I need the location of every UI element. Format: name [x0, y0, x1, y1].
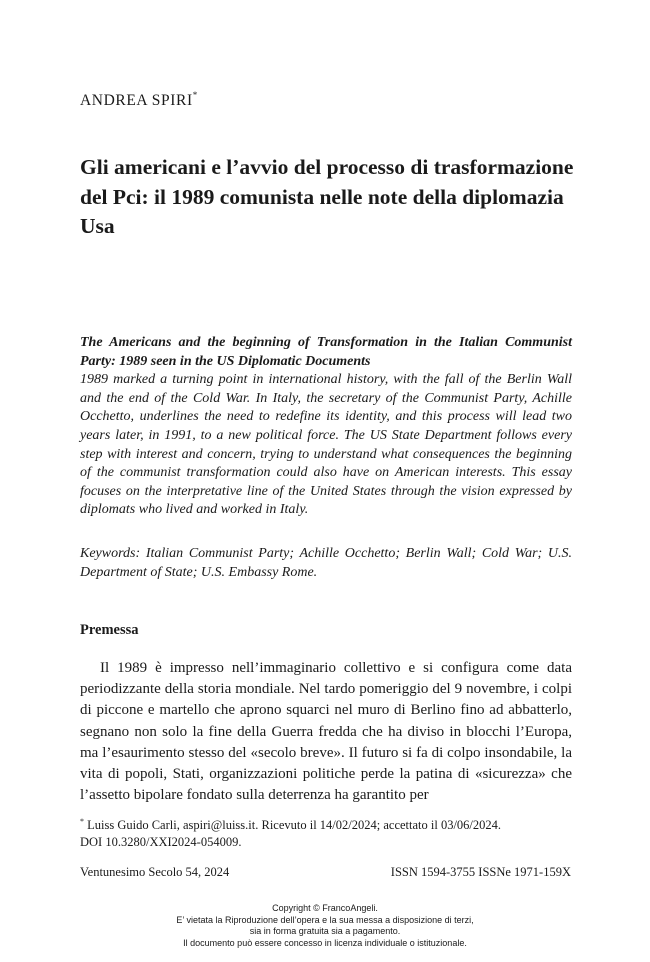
abstract-text: 1989 marked a turning point in international history, with the fall of the Berlin Wall and the end of the Cold War. In Italy, the secretary of the Communist Party, Achille Occhetto, underlines the need to redefine its identity, and this process will lead two years later, in 1991, to a new political force. The US State Department follows every step with interest and concern, trying to understand what consequences the beginning of the communist transformation could also have on American interests. This essay focuses on the interpretative line of the United States through the vision expressed by diplomats who lived and worked in Italy. — [80, 372, 572, 518]
copyright-notice — [0, 903, 650, 949]
article-title: Gli americani e l’avvio del processo di trasformazione del Pci: il 1989 comunista nelle note della diplomazia Usa — [80, 155, 574, 238]
body-paragraph: Il 1989 è impresso nell’immaginario collettivo e si configura come data periodizzante della storia mondiale. Nel tardo pomeriggio del 9 novembre, i colpi di piccone e martello che aprono squarci nel muro di Berlino fino ad abbatterlo, segnano non solo la fine della Guerra fredda che ha diviso in blocchi l’Europa, ma l’esaurimento stesso del «secolo breve». Il futuro si fa di colpo insondabile, la vita di popoli, Stati, organizzazioni politiche perde la patina di «sicurezza» che l’assetto bipolare fondato sulla deterrenza ha garantito per — [80, 660, 572, 804]
section-heading: Premessa — [80, 622, 139, 638]
author-footnote-marker: * — [192, 90, 198, 100]
abstract — [80, 334, 572, 520]
abstract-title: The Americans and the beginning of Transformation in the Italian Communist Party: 1989 seen in the US Diplomatic Documents — [80, 335, 572, 369]
author-name: ANDREA SPIRI* — [80, 90, 198, 109]
copyright-line: Il documento può essere concesso in licenza individuale o istituzionale. — [183, 937, 467, 948]
footnote-doi: DOI 10.3280/XXI2024-054009. — [80, 835, 242, 850]
copyright-line: Copyright © FrancoAngeli. — [272, 903, 378, 913]
footnote-affiliation: Luiss Guido Carli, aspiri@luiss.it. Ricevuto il 14/02/2024; accettato il 03/06/2024. — [87, 818, 502, 833]
keywords: Keywords: Italian Communist Party; Achille Occhetto; Berlin Wall; Cold War; U.S. Department of State; U.S. Embassy Rome. — [80, 546, 572, 580]
copyright-line: sia in forma gratuita sia a pagamento. — [249, 926, 401, 936]
footnote-marker: * — [80, 817, 84, 826]
issn: ISSN 1594-3755 ISSNe 1971-159X — [390, 865, 571, 879]
journal-citation: Ventunesimo Secolo 54, 2024 — [80, 865, 230, 879]
copyright-line: E’ vietata la Riproduzione dell’opera e la sua messa a disposizione di terzi, — [176, 914, 474, 925]
footnote — [80, 813, 572, 851]
